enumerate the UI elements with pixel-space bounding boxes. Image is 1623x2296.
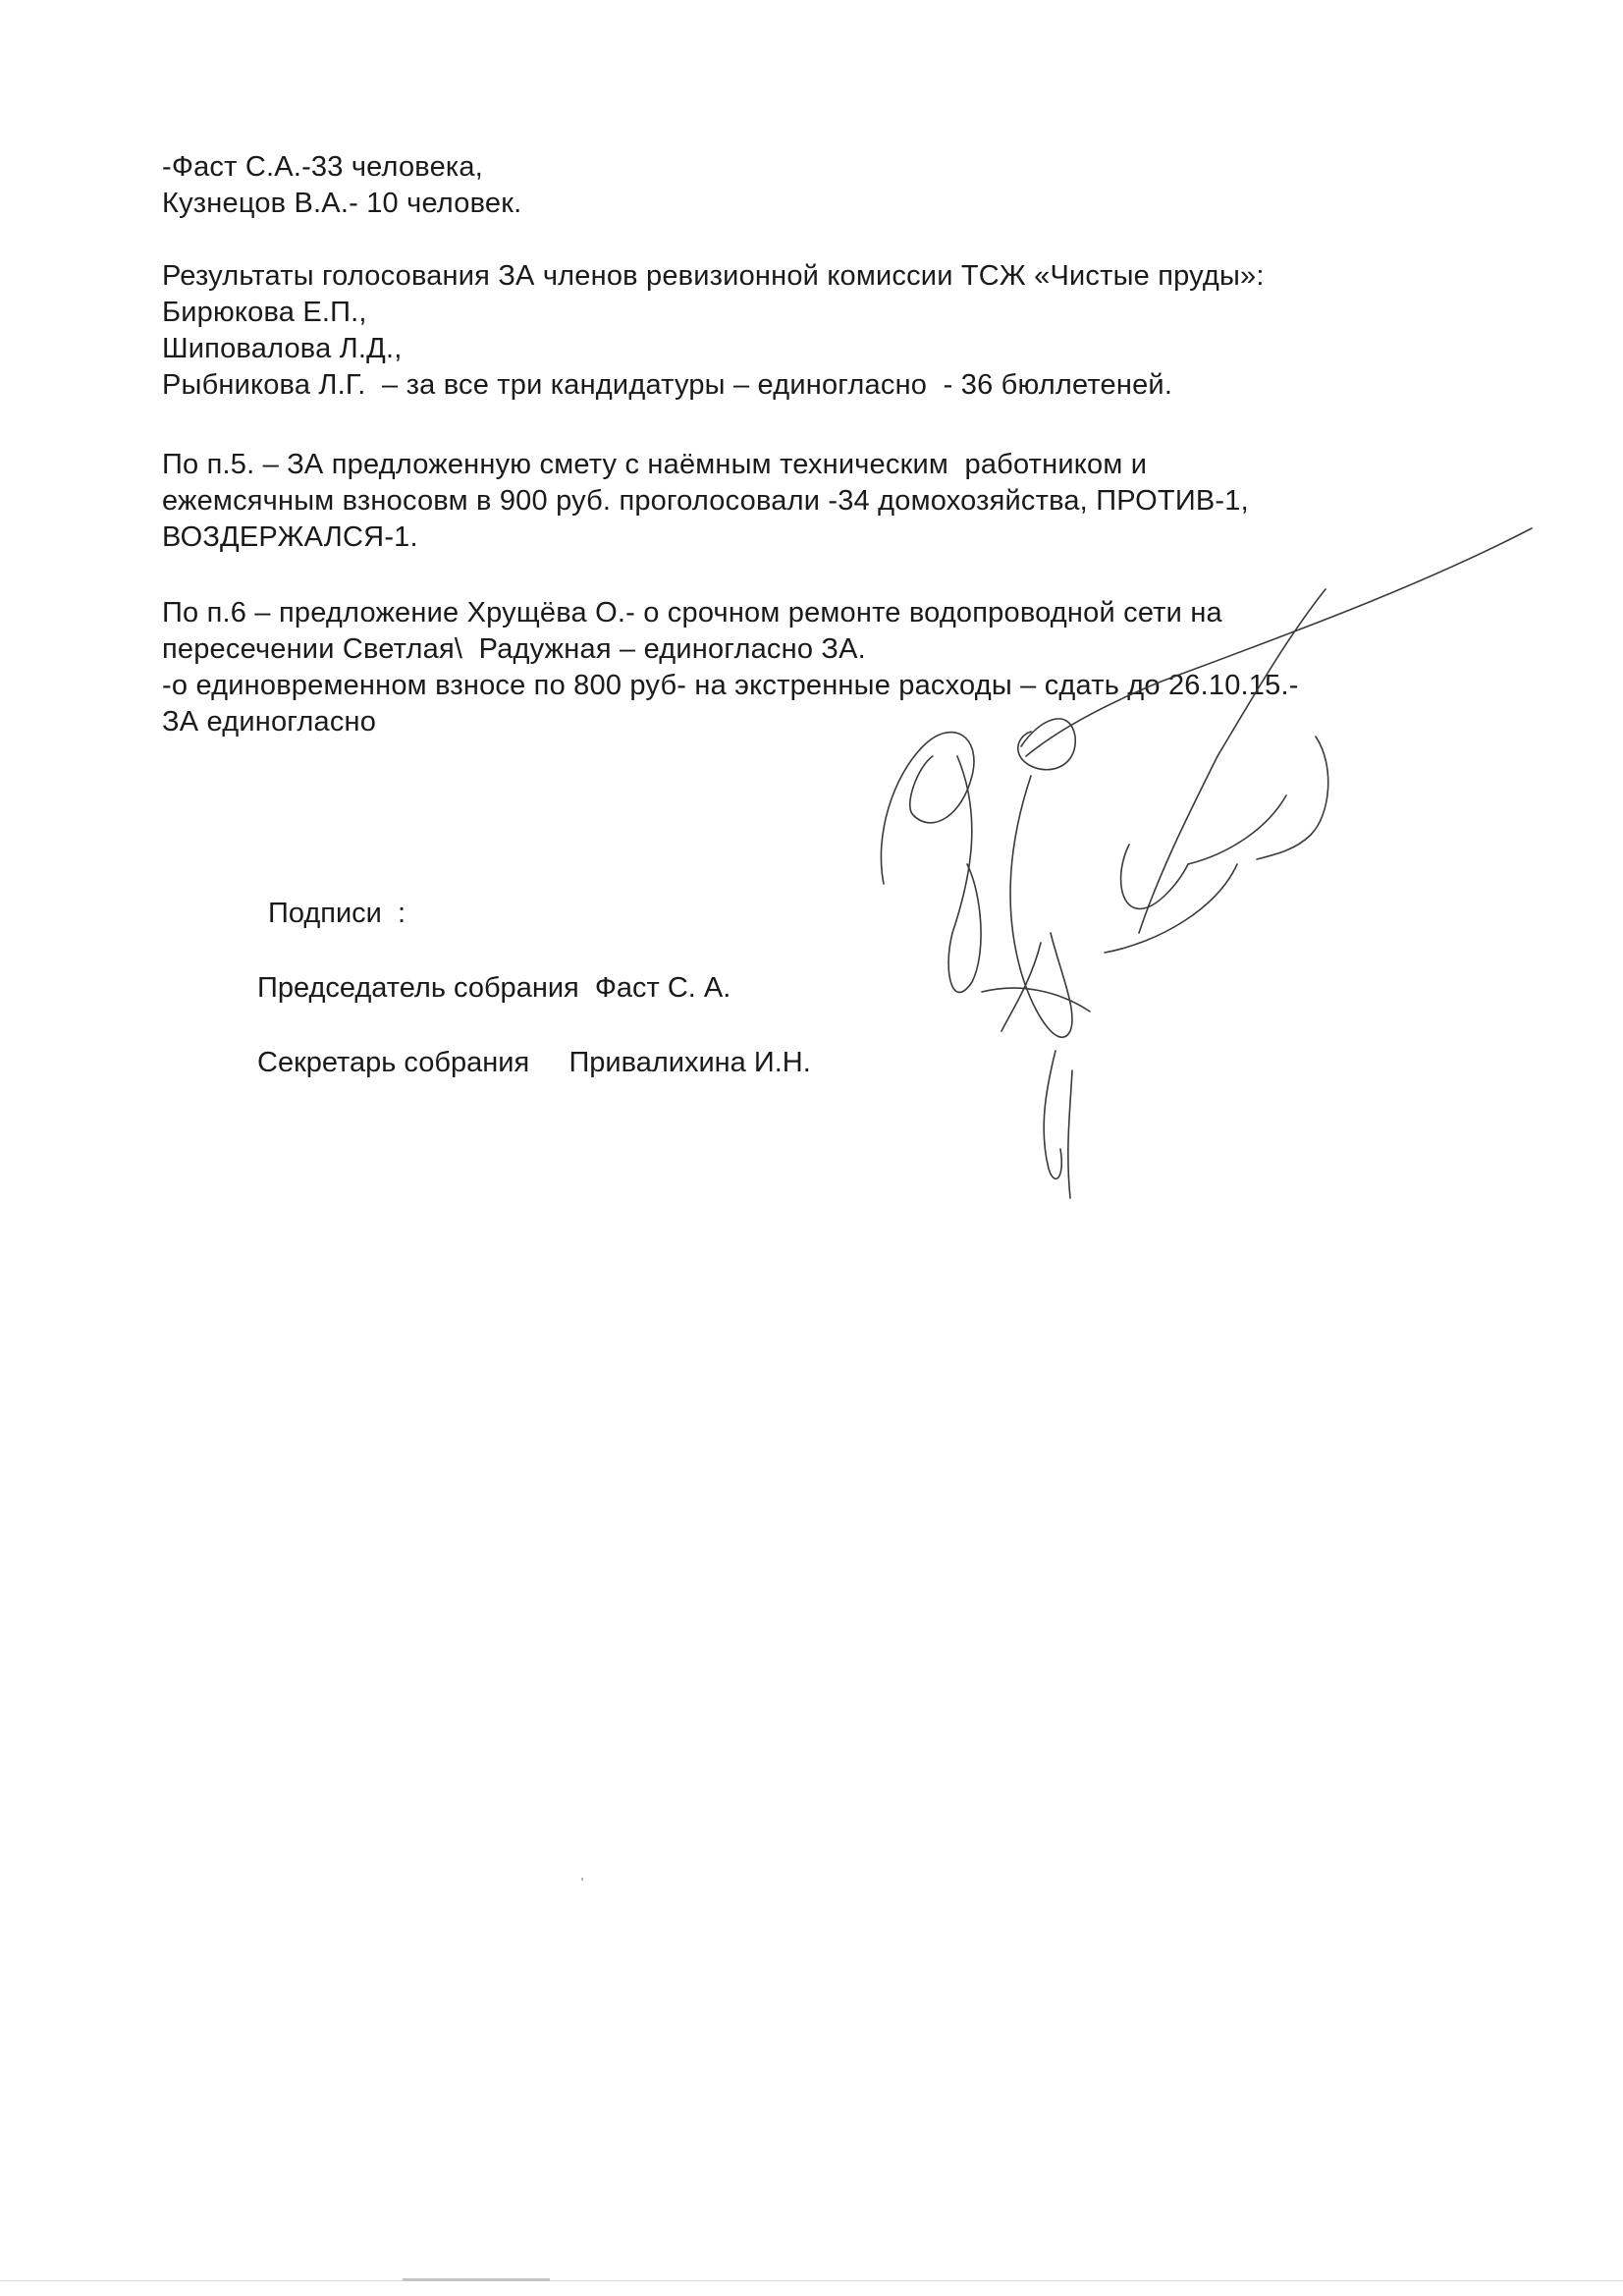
text-line: ВОЗДЕРЖАЛСЯ-1.: [162, 521, 418, 553]
scan-edge-mark: [403, 2278, 550, 2281]
secretary-signature-line: Секретарь собрания Привалихина И.Н.: [257, 1047, 811, 1078]
text-line: -о единовременном взносе по 800 руб- на экстренные расходы – сдать до 26.10.15.-: [162, 670, 1299, 701]
text-line: Кузнецов В.А.- 10 человек.: [162, 188, 522, 219]
tally-block: [162, 149, 521, 222]
chair-signature-line: Председатель собрания Фаст С. А.: [257, 972, 731, 1004]
signatures-heading: Подписи :: [268, 898, 406, 929]
text-line: -Фаст С.А.-33 человека,: [162, 151, 484, 183]
handwritten-signature: [864, 520, 1551, 1208]
scan-speck: [581, 1878, 583, 1881]
text-line: По п.6 – предложение Хрущёва О.- о срочном ремонте водопроводной сети на: [162, 597, 1222, 629]
text-line: ЗА единогласно: [162, 706, 377, 738]
text-line: пересечении Светлая\ Радужная – единогласно ЗА.: [162, 633, 866, 665]
text-line: Рыбникова Л.Г. – за все три кандидатуры – единогласно - 36 бюллетеней.: [162, 369, 1173, 401]
text-line: Бирюкова Е.П.,: [162, 297, 367, 328]
text-line: Шиповалова Л.Д.,: [162, 333, 403, 364]
text-line: Результаты голосования ЗА членов ревизионной комиссии ТСЖ «Чистые пруды»:: [162, 260, 1265, 292]
text-line: ежемсячным взносовм в 900 руб. проголосовали -34 домохозяйства, ПРОТИВ-1,: [162, 485, 1249, 517]
scan-edge-line: [0, 2280, 1623, 2281]
text-line: По п.5. – ЗА предложенную смету с наёмным техническим работником и: [162, 449, 1148, 480]
audit-commission-block: [162, 258, 1265, 404]
